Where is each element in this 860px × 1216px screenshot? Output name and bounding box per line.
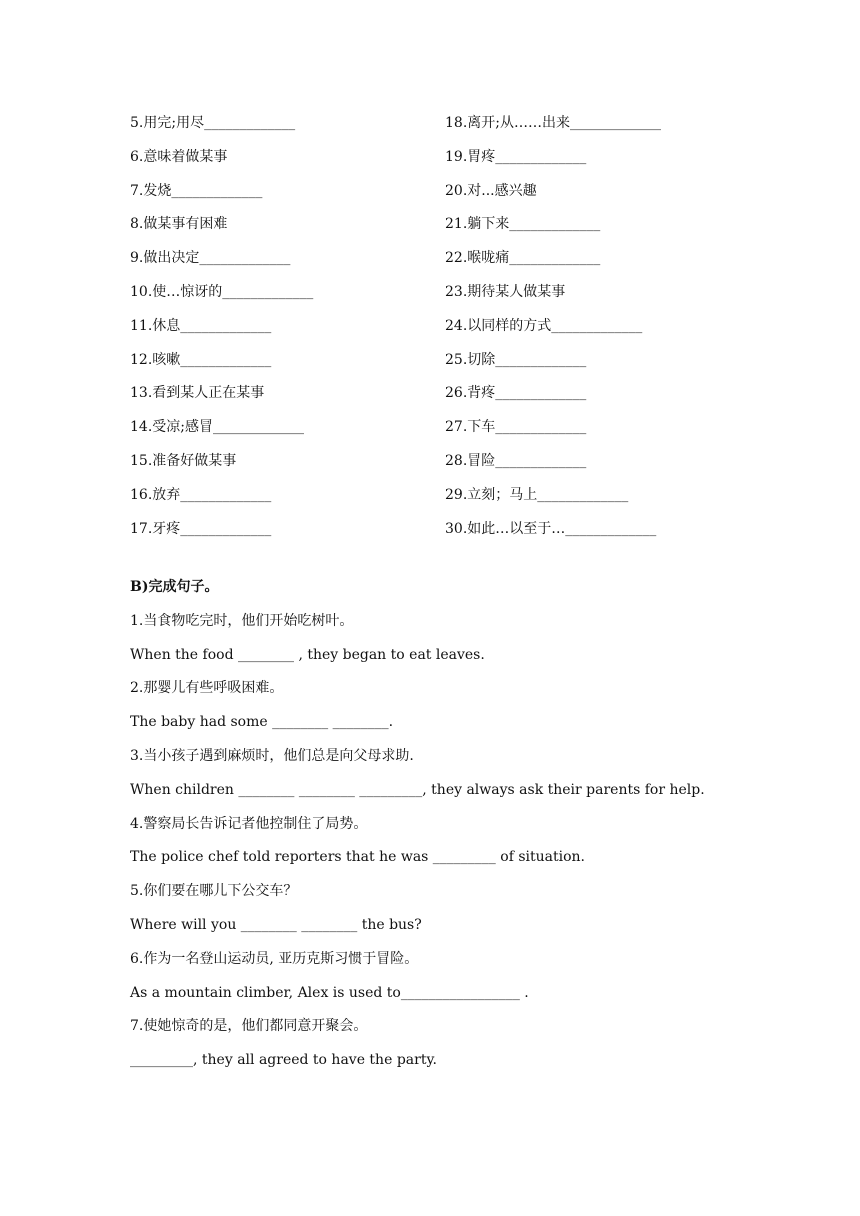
vocab-row <box>130 211 730 245</box>
vocab-item: 18.离开;从……出来_____________ <box>445 115 661 131</box>
vocab-row <box>130 347 730 381</box>
chinese-prompt: 2.那婴儿有些呼吸困难。 <box>130 680 284 697</box>
vocab-item: 7.发烧_____________ <box>130 182 263 199</box>
english-sentence: As a mountain climber, Alex is used to_________________ . <box>130 984 529 1001</box>
english-sentence: The police chef told reporters that he was _________ of situation. <box>130 849 585 866</box>
vocab-row <box>130 279 730 313</box>
vocab-item: 8.做某事有困难 <box>130 216 228 233</box>
vocab-item: 29.立刻；马上_____________ <box>445 486 629 503</box>
vocab-item: 6.意味着做某事 <box>130 148 228 165</box>
vocab-row <box>130 313 730 347</box>
vocab-item: 17.牙疼_____________ <box>130 520 272 537</box>
vocab-item: 20.对...感兴趣 <box>445 182 537 199</box>
english-sentence: When the food ________ , they began to eat leaves. <box>130 646 485 663</box>
vocab-row <box>130 516 730 550</box>
vocab-item: 23.期待某人做某事 <box>445 283 566 300</box>
vocab-item: 5.用完;用尽_____________ <box>130 115 296 131</box>
chinese-prompt: 1.当食物吃完时，他们开始吃树叶。 <box>130 612 354 629</box>
vocab-item: 19.胃疼_____________ <box>445 148 587 165</box>
english-sentence: The baby had some ________ ________. <box>130 714 394 731</box>
vocab-row <box>130 448 730 482</box>
vocab-item: 28.冒险_____________ <box>445 452 587 469</box>
vocab-item: 16.放弃_____________ <box>130 486 272 503</box>
vocab-item: 21.躺下来_____________ <box>445 216 601 233</box>
vocab-item: 25.切除_____________ <box>445 351 587 368</box>
english-sentence: Where will you ________ ________ the bus? <box>130 916 422 933</box>
vocab-item: 14.受凉;感冒_____________ <box>130 419 304 436</box>
chinese-prompt: 7.使她惊奇的是，他们都同意开聚会。 <box>130 1018 368 1035</box>
vocab-item: 11.休息_____________ <box>130 317 272 334</box>
vocab-row <box>130 110 730 144</box>
vocab-row <box>130 144 730 178</box>
vocab-item: 27.下车_____________ <box>445 419 587 436</box>
vocab-item: 13.看到某人正在某事 <box>130 385 265 402</box>
chinese-prompt: 3.当小孩子遇到麻烦时，他们总是向父母求助. <box>130 747 414 764</box>
vocab-row <box>130 178 730 212</box>
chinese-prompt: 4.警察局长告诉记者他控制住了局势。 <box>130 815 368 832</box>
vocab-row <box>130 245 730 279</box>
vocab-row <box>130 414 730 448</box>
vocab-item: 15.准备好做某事 <box>130 452 237 469</box>
vocab-row <box>130 482 730 516</box>
vocab-row <box>130 380 730 414</box>
vocab-item: 12.咳嗽_____________ <box>130 351 272 368</box>
section-title: B)完成句子。 <box>130 579 219 595</box>
vocab-item: 24.以同样的方式_____________ <box>445 317 643 334</box>
vocab-item: 22.喉咙痛_____________ <box>445 250 601 267</box>
chinese-prompt: 6.作为一名登山运动员, 亚历克斯习惯于冒险。 <box>130 950 419 967</box>
vocab-item: 9.做出决定_____________ <box>130 250 291 267</box>
english-sentence: _________, they all agreed to have the party. <box>130 1052 437 1069</box>
vocab-item: 30.如此…以至于…_____________ <box>445 520 657 537</box>
vocab-item: 26.背疼_____________ <box>445 385 587 402</box>
vocabulary-list <box>130 110 730 549</box>
chinese-prompt: 5.你们要在哪儿下公交车？ <box>130 883 298 900</box>
english-sentence: When children ________ ________ _________, they always ask their parents for help. <box>130 781 705 798</box>
sentence-completion-section <box>130 574 770 1081</box>
vocab-item: 10.使…惊讶的_____________ <box>130 283 314 300</box>
